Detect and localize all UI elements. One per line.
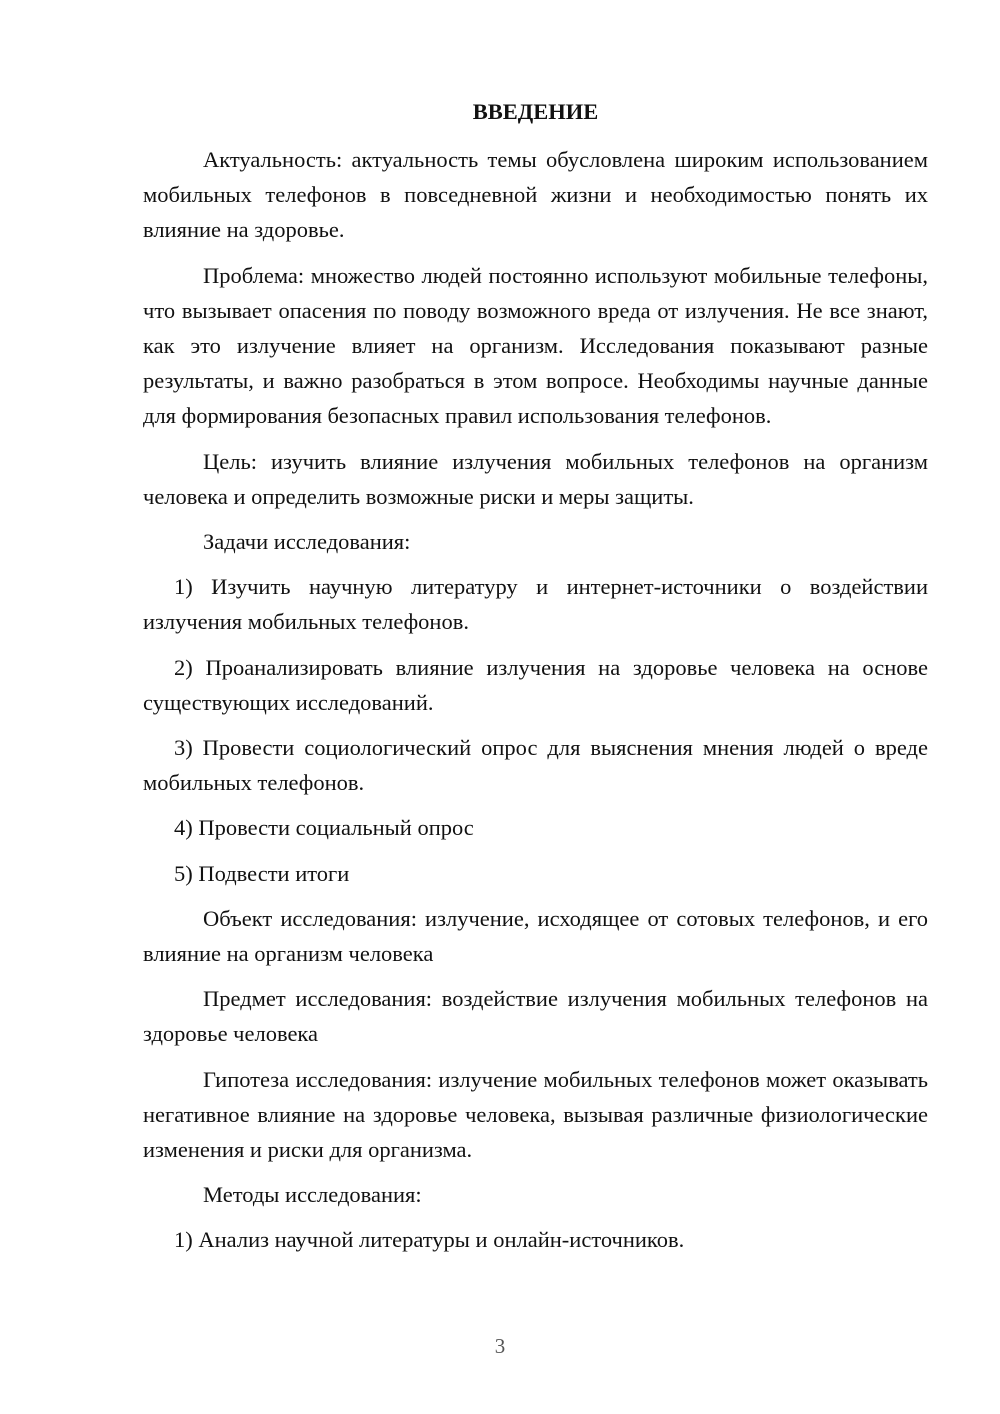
list-item-task-5: 5) Подвести итоги [174, 860, 350, 886]
list-item-task-3: 3) Провести социологический опрос для выяснения мнения людей о вреде мобильных телефонов. [143, 735, 928, 796]
page-content [143, 94, 928, 1268]
paragraph-problem: Проблема: множество людей постоянно используют мобильные телефоны, что вызывает опасения по поводу возможного вреда от излучения. Не все знают, как это излучение влияет на организм. Исследования показывают разные результаты, и важно разобраться в этом вопросе. Необходимы научные данные для формирования безопасных правил использования телефонов. [143, 262, 928, 429]
section-heading: ВВЕДЕНИЕ [472, 99, 599, 124]
list-item-task-1: 1) Изучить научную литературу и интернет-источники о воздействии излучения мобильных телефонов. [143, 574, 928, 635]
paragraph-hypothesis: Гипотеза исследования: излучение мобильных телефонов может оказывать негативное влияние на здоровье человека, вызывая различные физиологические изменения и риски для организма. [143, 1066, 928, 1163]
paragraph-object: Объект исследования: излучение, исходящее от сотовых телефонов, и его влияние на организм человека [143, 905, 928, 967]
paragraph-methods-heading: Методы исследования: [203, 1182, 422, 1208]
paragraph-relevance: Актуальность: актуальность темы обусловлена широким использованием мобильных телефонов в повседневной жизни и необходимостью понять их влияние на здоровье. [143, 147, 928, 243]
list-item-method-1: 1) Анализ научной литературы и онлайн-источников. [174, 1227, 685, 1253]
list-item-task-2: 2) Проанализировать влияние излучения на здоровье человека на основе существующих исследований. [143, 654, 928, 715]
paragraph-subject: Предмет исследования: воздействие излучения мобильных телефонов на здоровье человека [143, 986, 928, 1047]
paragraph-tasks-heading: Задачи исследования: [203, 529, 411, 555]
list-item-task-4: 4) Провести социальный опрос [174, 815, 474, 841]
paragraph-goal: Цель: изучить влияние излучения мобильных телефонов на организм человека и определить возможные риски и меры защиты. [143, 448, 928, 509]
page-number: 3 [494, 1334, 506, 1358]
